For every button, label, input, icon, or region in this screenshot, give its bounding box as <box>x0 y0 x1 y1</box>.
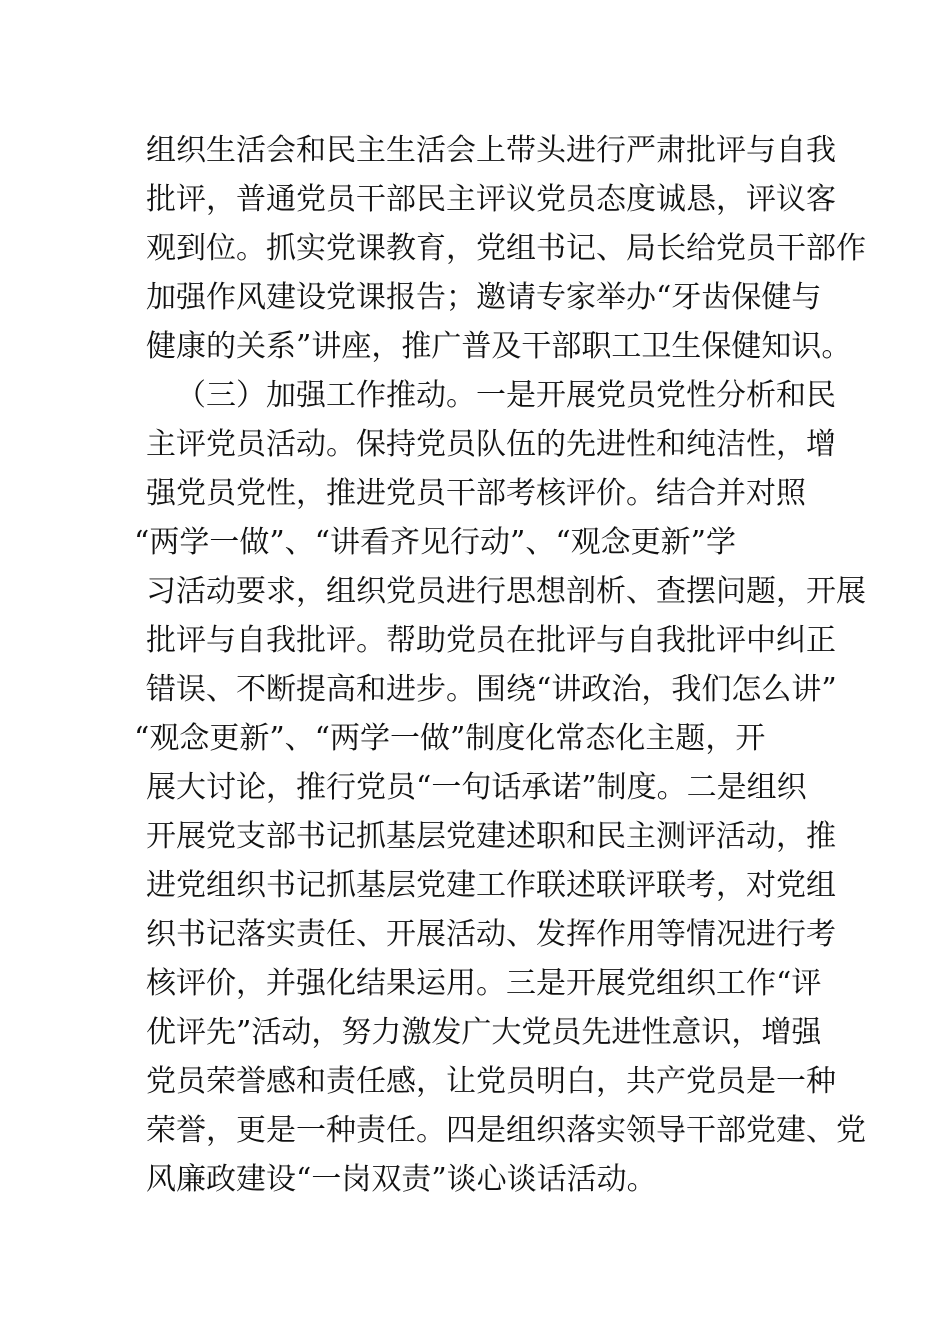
text-line: 核评价，并强化结果运用。三是开展党组织工作“评 <box>146 966 822 1001</box>
text-line: 开展党支部书记抓基层党建述职和民主测评活动，推 <box>146 819 836 854</box>
body-text <box>134 126 866 1204</box>
text-line: “观念更新”、“两学一做”制度化常态化主题，开 <box>134 721 766 756</box>
section-heading-line: （三）加强工作推动。一是开展党员党性分析和民 <box>176 378 836 413</box>
text-line: 织书记落实责任、开展活动、发挥作用等情况进行考 <box>146 917 836 952</box>
text-line: 习活动要求，组织党员进行思想剖析、查摆问题，开展 <box>146 574 866 609</box>
text-line: “两学一做”、“讲看齐见行动”、“观念更新”学 <box>134 525 737 560</box>
text-line: 荣誉，更是一种责任。四是组织落实领导干部党建、党 <box>146 1113 866 1148</box>
text-line: 组织生活会和民主生活会上带头进行严肃批评与自我 <box>146 133 836 168</box>
text-line: 观到位。抓实党课教育，党组书记、局长给党员干部作 <box>146 231 866 266</box>
text-line: 健康的关系”讲座，推广普及干部职工卫生保健知识。 <box>146 329 852 364</box>
text-line: 批评与自我批评。帮助党员在批评与自我批评中纠正 <box>146 623 836 658</box>
text-line: 强党员党性，推进党员干部考核评价。结合并对照 <box>146 476 806 511</box>
text-line: 进党组织书记抓基层党建工作联述联评联考，对党组 <box>146 868 836 903</box>
text-line: 党员荣誉感和责任感，让党员明白，共产党员是一种 <box>146 1064 836 1099</box>
text-line: 风廉政建设“一岗双责”谈心谈话活动。 <box>146 1162 657 1197</box>
text-line: 主评党员活动。保持党员队伍的先进性和纯洁性，增 <box>146 427 836 462</box>
text-line: 优评先”活动，努力激发广大党员先进性意识，增强 <box>146 1015 822 1050</box>
text-line: 错误、不断提高和进步。围绕“讲政治，我们怎么讲” <box>146 672 837 707</box>
text-line: 批评，普通党员干部民主评议党员态度诚恳，评议客 <box>146 182 836 217</box>
text-line: 展大讨论，推行党员“一句话承诺”制度。二是组织 <box>146 770 807 805</box>
text-line: 加强作风建设党课报告；邀请专家举办“牙齿保健与 <box>146 280 822 315</box>
